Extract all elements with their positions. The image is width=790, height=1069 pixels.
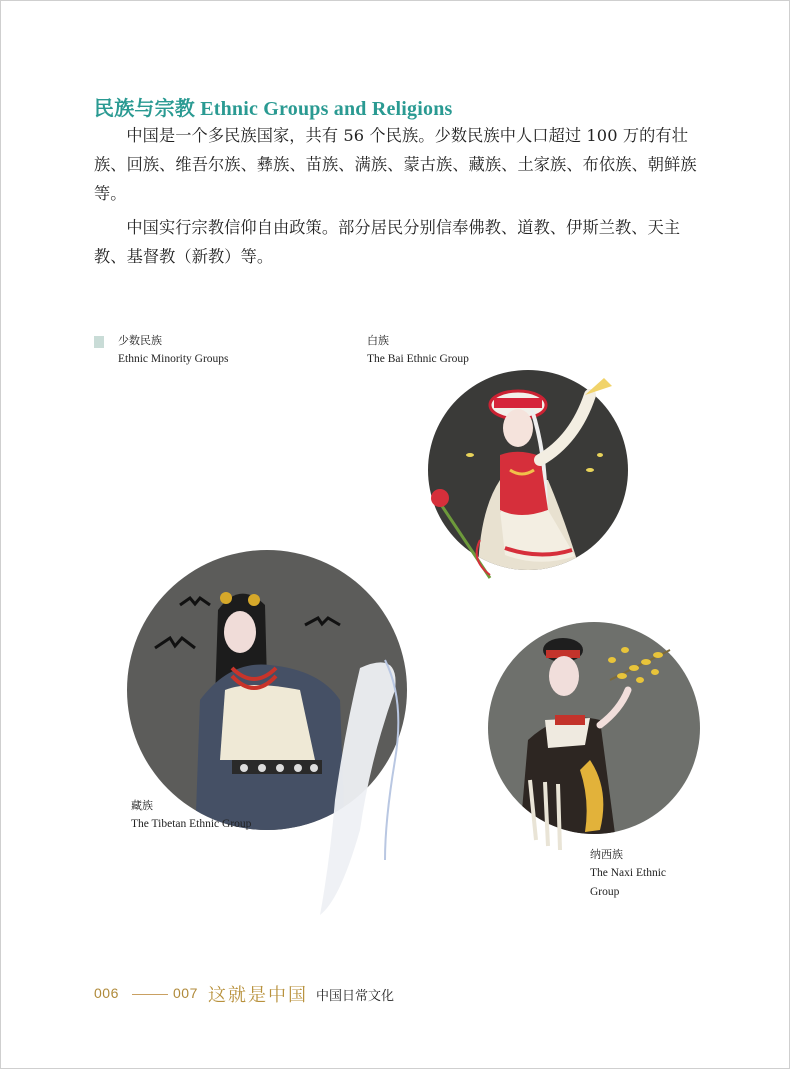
section-label-cn: 少数民族 bbox=[118, 334, 162, 347]
page-number-right: 007 bbox=[173, 985, 198, 1001]
naxi-illustration bbox=[488, 622, 700, 850]
footer-rule bbox=[132, 994, 168, 995]
naxi-caption-en-line2: Group bbox=[590, 886, 620, 898]
book-subtitle: 中国日常文化 bbox=[316, 989, 395, 1004]
naxi-caption-en-line1: The Naxi Ethnic bbox=[590, 867, 667, 879]
bai-caption-cn: 白族 bbox=[367, 334, 389, 347]
paragraph-religions: 中国实行宗教信仰自由政策。部分居民分别信奉佛教、道教、伊斯兰教、天主教、基督教（新教）等。 bbox=[94, 218, 681, 266]
tibetan-caption-cn: 藏族 bbox=[131, 799, 153, 812]
tibetan-caption bbox=[131, 796, 251, 834]
naxi-caption bbox=[590, 845, 666, 902]
paragraph-ethnic-groups: 中国是一个多民族国家，共有 56 个民族。少数民族中人口超过 100 万的有壮族、回族、维吾尔族、彝族、苗族、满族、蒙古族、藏族、土家族、布依族、朝鲜族等。 bbox=[94, 126, 697, 203]
bai-illustration bbox=[428, 370, 628, 578]
section-label-en: Ethnic Minority Groups bbox=[118, 353, 229, 365]
page-number-left: 006 bbox=[94, 985, 119, 1001]
tibetan-caption-en: The Tibetan Ethnic Group bbox=[131, 818, 252, 830]
bai-caption-en: The Bai Ethnic Group bbox=[367, 353, 469, 365]
tibetan-illustration bbox=[127, 550, 407, 915]
section-heading: 民族与宗教 Ethnic Groups and Religions bbox=[94, 98, 453, 120]
book-title: 这就是中国 bbox=[208, 985, 308, 1006]
naxi-caption-cn: 纳西族 bbox=[590, 848, 623, 861]
bai-caption bbox=[367, 331, 469, 369]
